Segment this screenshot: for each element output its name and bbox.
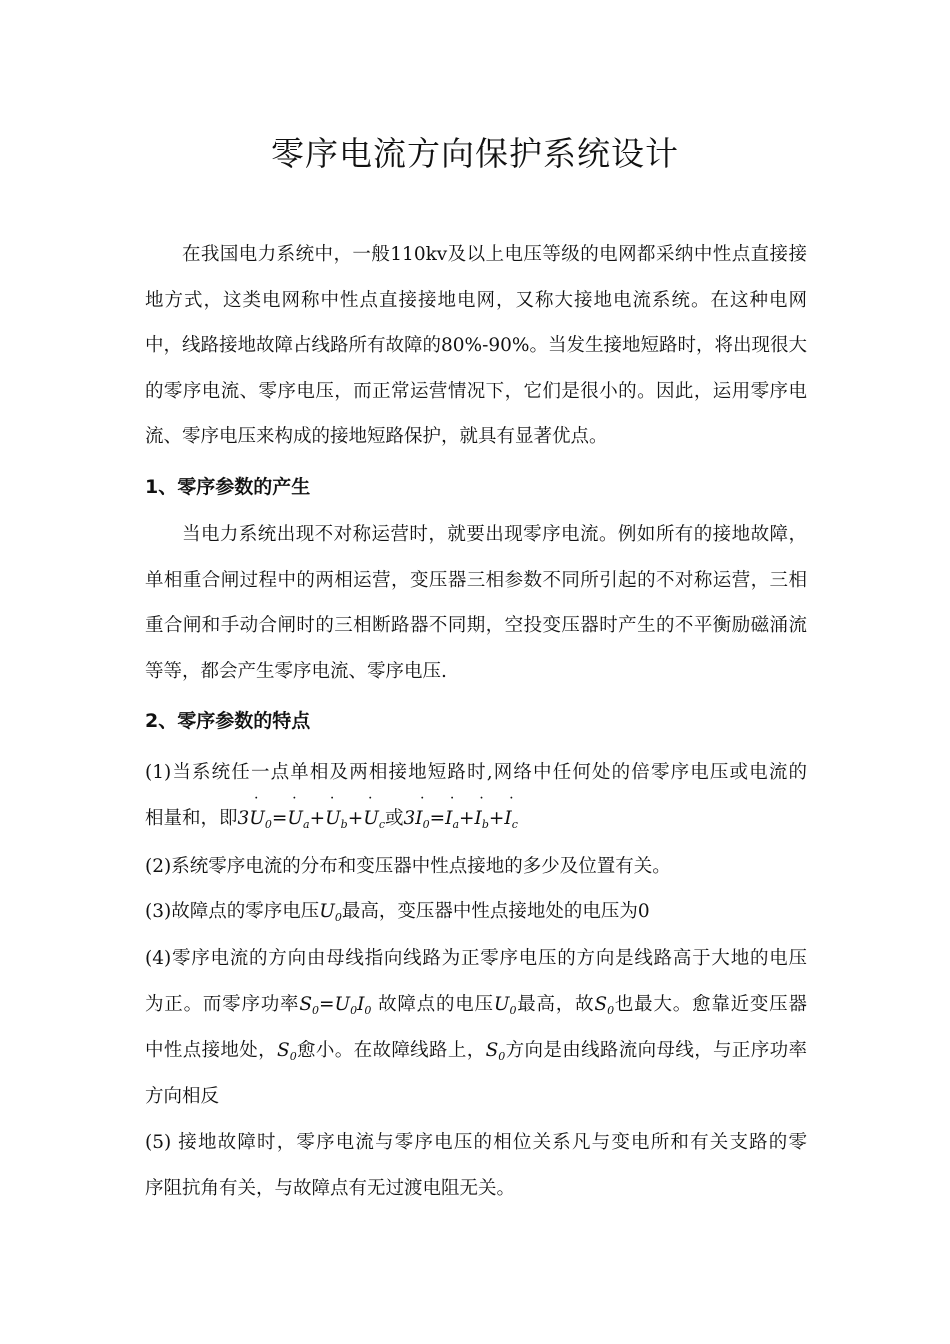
section-1-heading: 1、零序参数的产生 [145, 476, 311, 498]
item-4-line-3 [145, 1036, 807, 1063]
s0-symbol-3: $S_0$ [485, 1040, 506, 1063]
item-4-text-c: 最高，故 [516, 994, 595, 1015]
item-4-text-g: 方向是由线路流向母线，与正序功率 [505, 1040, 807, 1061]
power-formula: $S_0=U_0I_0$ [299, 994, 372, 1017]
item-4-line-1: (4)零序电流的方向由母线指向线路为正零序电压的方向是线路高于大地的电压 [145, 948, 807, 969]
item-4-text-b: 故障点的电压 [378, 994, 494, 1015]
s0-symbol-2: $S_0$ [277, 1040, 297, 1063]
intro-paragraph: 在我国电力系统中，一般110kv及以上电压等级的电网都采纳中性点直接接地方式，这类电网称中性点直接接地电网，又称大接地电流系统。在这种电网中，线路接地故障占线路所有故障的80%-90%。当发生接地短路时，将出现很大的零序电流、零序电压，而正常运营情况下，它们是很小的。因此，运用零序电流、零序电压来构成的接地短路保护，就具有显著优点。 [145, 244, 807, 447]
item-3 [145, 897, 807, 924]
u0-symbol-2: $U_0$ [493, 994, 517, 1017]
item-4-line-2 [145, 990, 807, 1017]
current-formula: 3˙ $I_0=˙$ $I_a+˙$ $I_b+˙$ $I_c$ [404, 808, 518, 829]
u0-symbol: $U_0$ [319, 901, 342, 924]
item-1-prefix: 相量和，即 [145, 808, 238, 829]
item-1-or: 或 [385, 808, 404, 829]
item-1-line-2 [145, 804, 807, 831]
voltage-formula: 3˙ $U_0=˙$ $U_a+˙$ $U_b+˙$ $U_c$ [238, 808, 385, 829]
item-4-line-4: 方向相反 [145, 1086, 220, 1107]
item-3-suffix: 最高，变压器中性点接地处的电压为0 [341, 901, 650, 922]
item-5-line-1: (5) 接地故障时，零序电流与零序电压的相位关系凡与变电所和有关支路的零 [145, 1132, 807, 1153]
item-1-line-1: (1)当系统任一点单相及两相接地短路时,网络中任何处的倍零序电压或电流的 [145, 762, 807, 783]
item-3-prefix: (3)故障点的零序电压 [145, 901, 320, 922]
item-4-text-a: 为正。而零序功率 [145, 994, 300, 1015]
section-2-heading: 2、零序参数的特点 [145, 710, 311, 732]
s0-symbol: $S_0$ [594, 994, 615, 1017]
item-5-line-2: 序阻抗角有关，与故障点有无过渡电阻无关。 [145, 1178, 516, 1199]
item-4-text-f: 愈小。在故障线路上， [296, 1040, 486, 1061]
item-4-text-e: 中性点接地处， [145, 1040, 277, 1061]
item-4-text-d: 也最大。愈靠近变压器 [614, 994, 807, 1015]
section-1-paragraph: 当电力系统出现不对称运营时，就要出现零序电流。例如所有的接地故障，单相重合闸过程中的两相运营，变压器三相参数不同所引起的不对称运营，三相重合闸和手动合闸时的三相断路器不同期，空投变压器时产生的不平衡励磁涌流等等，都会产生零序电流、零序电压. [145, 524, 807, 682]
item-2: (2)系统零序电流的分布和变压器中性点接地的多少及位置有关。 [145, 856, 671, 877]
document-title: 零序电流方向保护系统设计 [271, 134, 679, 173]
